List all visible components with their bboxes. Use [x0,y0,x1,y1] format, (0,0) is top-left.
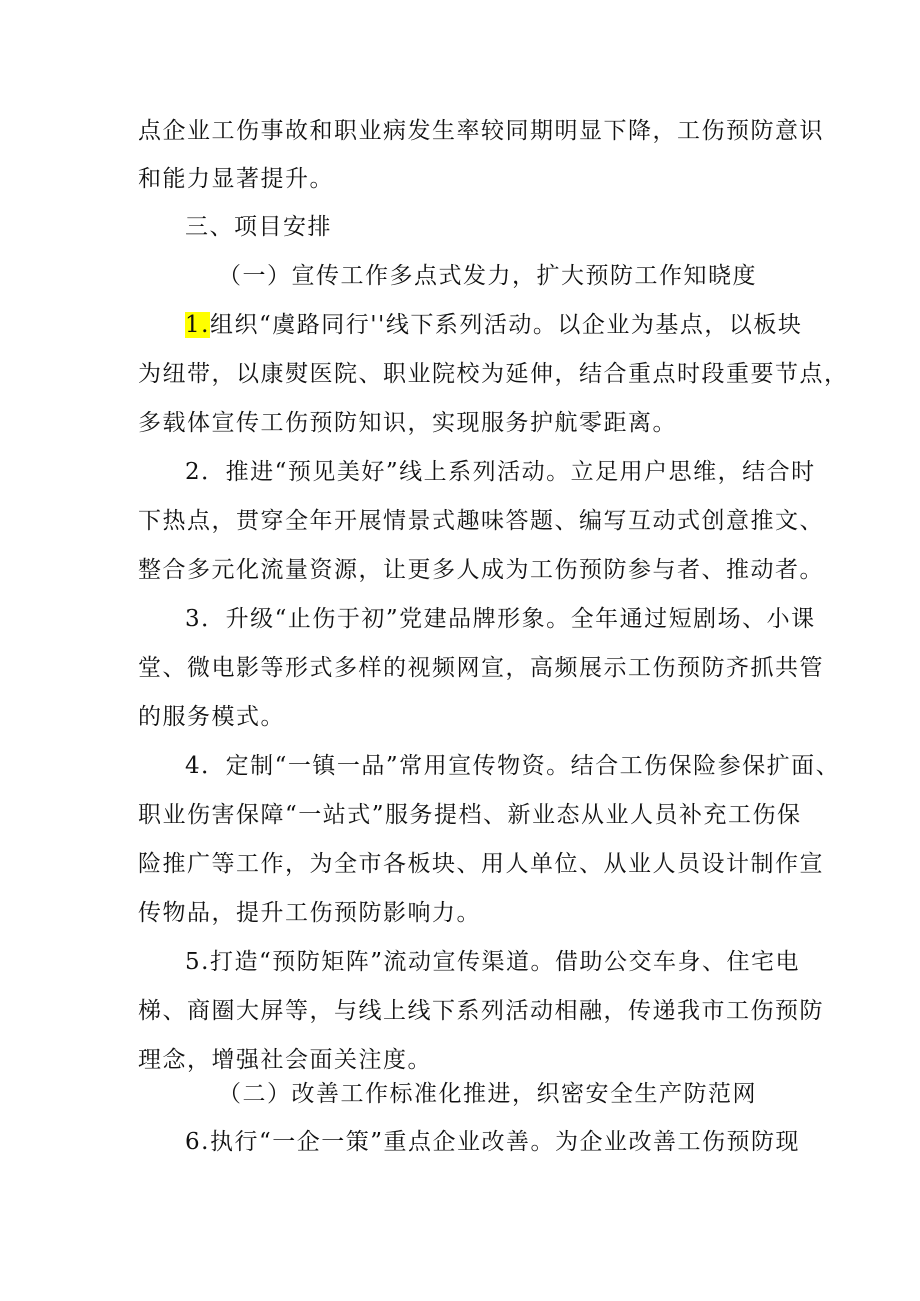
paragraph-line: 下热点，贯穿全年开展情景式趣味答题、编写互动式创意推文、 [138,508,824,534]
paragraph-line: 多载体宣传工伤预防知识，实现服务护航零距离。 [138,410,677,436]
paragraph-line: 梯、商圈大屏等，与线上线下系列活动相融，传递我市工伤预防 [138,998,824,1024]
list-item-line: 4．定制“一镇一品”常用宣传物资。结合工伤保险参保扩面、 [185,753,841,779]
list-item-text: 组织“虞路同行''线下系列活动。以企业为基点，以板块 [209,312,803,338]
paragraph-line: 理念，增强社会面关注度。 [138,1047,432,1073]
paragraph-line: 堂、微电影等形式多样的视频网宣，高频展示工伤预防齐抓共管 [138,655,824,681]
list-item-line: 5.打造“预防矩阵”流动宣传渠道。借助公交车身、住宅电 [185,949,800,975]
paragraph-line: 险推广等工作，为全市各板块、用人单位、从业人员设计制作宣 [138,851,824,877]
highlighted-number: 1. [185,312,210,338]
list-item-line: 2．推进“预见美好”线上系列活动。立足用户思维，结合时 [185,459,816,485]
paragraph-line: 点企业工伤事故和职业病发生率较同期明显下降，工伤预防意识 [138,118,824,144]
section-heading: 三、项目安排 [185,214,332,240]
list-item-line [185,310,802,340]
paragraph-line: 传物品，提升工伤预防影响力。 [138,900,481,926]
list-item-line: 6.执行“一企一策”重点企业改善。为企业改善工伤预防现 [185,1129,800,1155]
subsection-heading: （二）改善工作标准化推进，织密安全生产防范网 [218,1081,757,1107]
paragraph-line: 和能力显著提升。 [138,166,334,192]
paragraph-line: 职业伤害保障“一站式”服务提档、新业态从业人员补充工伤保 [138,802,802,828]
paragraph-line: 为纽带，以康熨医院、职业院校为延伸，结合重点时段重要节点， [138,361,849,387]
paragraph-line: 的服务模式。 [138,704,285,730]
paragraph-line: 整合多元化流量资源，让更多人成为工伤预防参与者、推动者。 [138,557,824,583]
subsection-heading: （一）宣传工作多点式发力，扩大预防工作知晓度 [218,263,757,289]
list-item-line: 3．升级“止伤于初”党建品牌形象。全年通过短剧场、小课 [185,606,816,632]
